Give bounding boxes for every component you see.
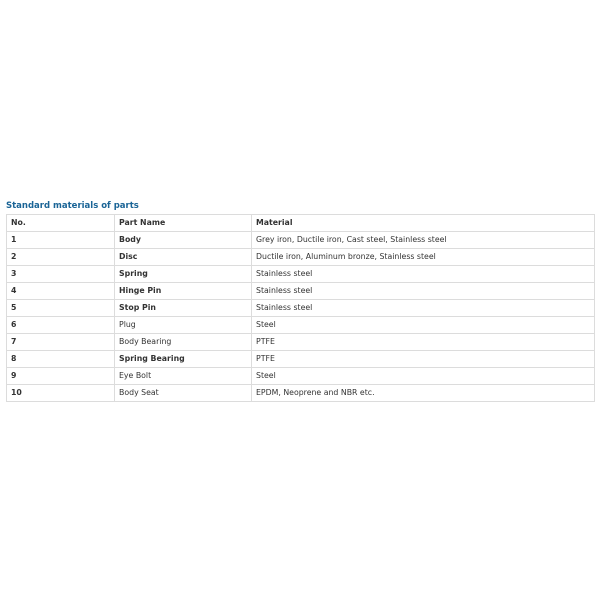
materials-table xyxy=(6,214,595,402)
cell-no: 8 xyxy=(7,351,115,368)
cell-material: Stainless steel xyxy=(252,266,595,283)
table-row xyxy=(7,317,595,334)
table-row xyxy=(7,385,595,402)
table-row xyxy=(7,368,595,385)
cell-material: Stainless steel xyxy=(252,300,595,317)
table-row xyxy=(7,249,595,266)
cell-part-name: Stop Pin xyxy=(115,300,252,317)
cell-no: 6 xyxy=(7,317,115,334)
cell-material: PTFE xyxy=(252,334,595,351)
cell-part-name: Body Bearing xyxy=(115,334,252,351)
cell-no: 4 xyxy=(7,283,115,300)
cell-no: 10 xyxy=(7,385,115,402)
cell-material: PTFE xyxy=(252,351,595,368)
cell-part-name: Body Seat xyxy=(115,385,252,402)
cell-no: 5 xyxy=(7,300,115,317)
cell-material: Steel xyxy=(252,368,595,385)
header-part-name: Part Name xyxy=(115,215,252,232)
table-row xyxy=(7,283,595,300)
header-material: Material xyxy=(252,215,595,232)
cell-part-name: Spring xyxy=(115,266,252,283)
cell-no: 2 xyxy=(7,249,115,266)
section-title: Standard materials of parts xyxy=(6,201,139,211)
cell-material: Stainless steel xyxy=(252,283,595,300)
cell-no: 1 xyxy=(7,232,115,249)
table-row xyxy=(7,232,595,249)
table-row xyxy=(7,351,595,368)
table-row xyxy=(7,334,595,351)
table-row xyxy=(7,266,595,283)
cell-no: 3 xyxy=(7,266,115,283)
cell-part-name: Hinge Pin xyxy=(115,283,252,300)
header-no: No. xyxy=(7,215,115,232)
cell-part-name: Plug xyxy=(115,317,252,334)
table-body xyxy=(7,232,595,402)
table-row xyxy=(7,300,595,317)
cell-no: 7 xyxy=(7,334,115,351)
cell-material: Grey iron, Ductile iron, Cast steel, Stainless steel xyxy=(252,232,595,249)
table-header-row xyxy=(7,215,595,232)
cell-part-name: Disc xyxy=(115,249,252,266)
cell-material: Steel xyxy=(252,317,595,334)
cell-part-name: Eye Bolt xyxy=(115,368,252,385)
cell-material: EPDM, Neoprene and NBR etc. xyxy=(252,385,595,402)
cell-part-name: Body xyxy=(115,232,252,249)
materials-section xyxy=(6,201,594,402)
cell-part-name: Spring Bearing xyxy=(115,351,252,368)
cell-material: Ductile iron, Aluminum bronze, Stainless steel xyxy=(252,249,595,266)
cell-no: 9 xyxy=(7,368,115,385)
